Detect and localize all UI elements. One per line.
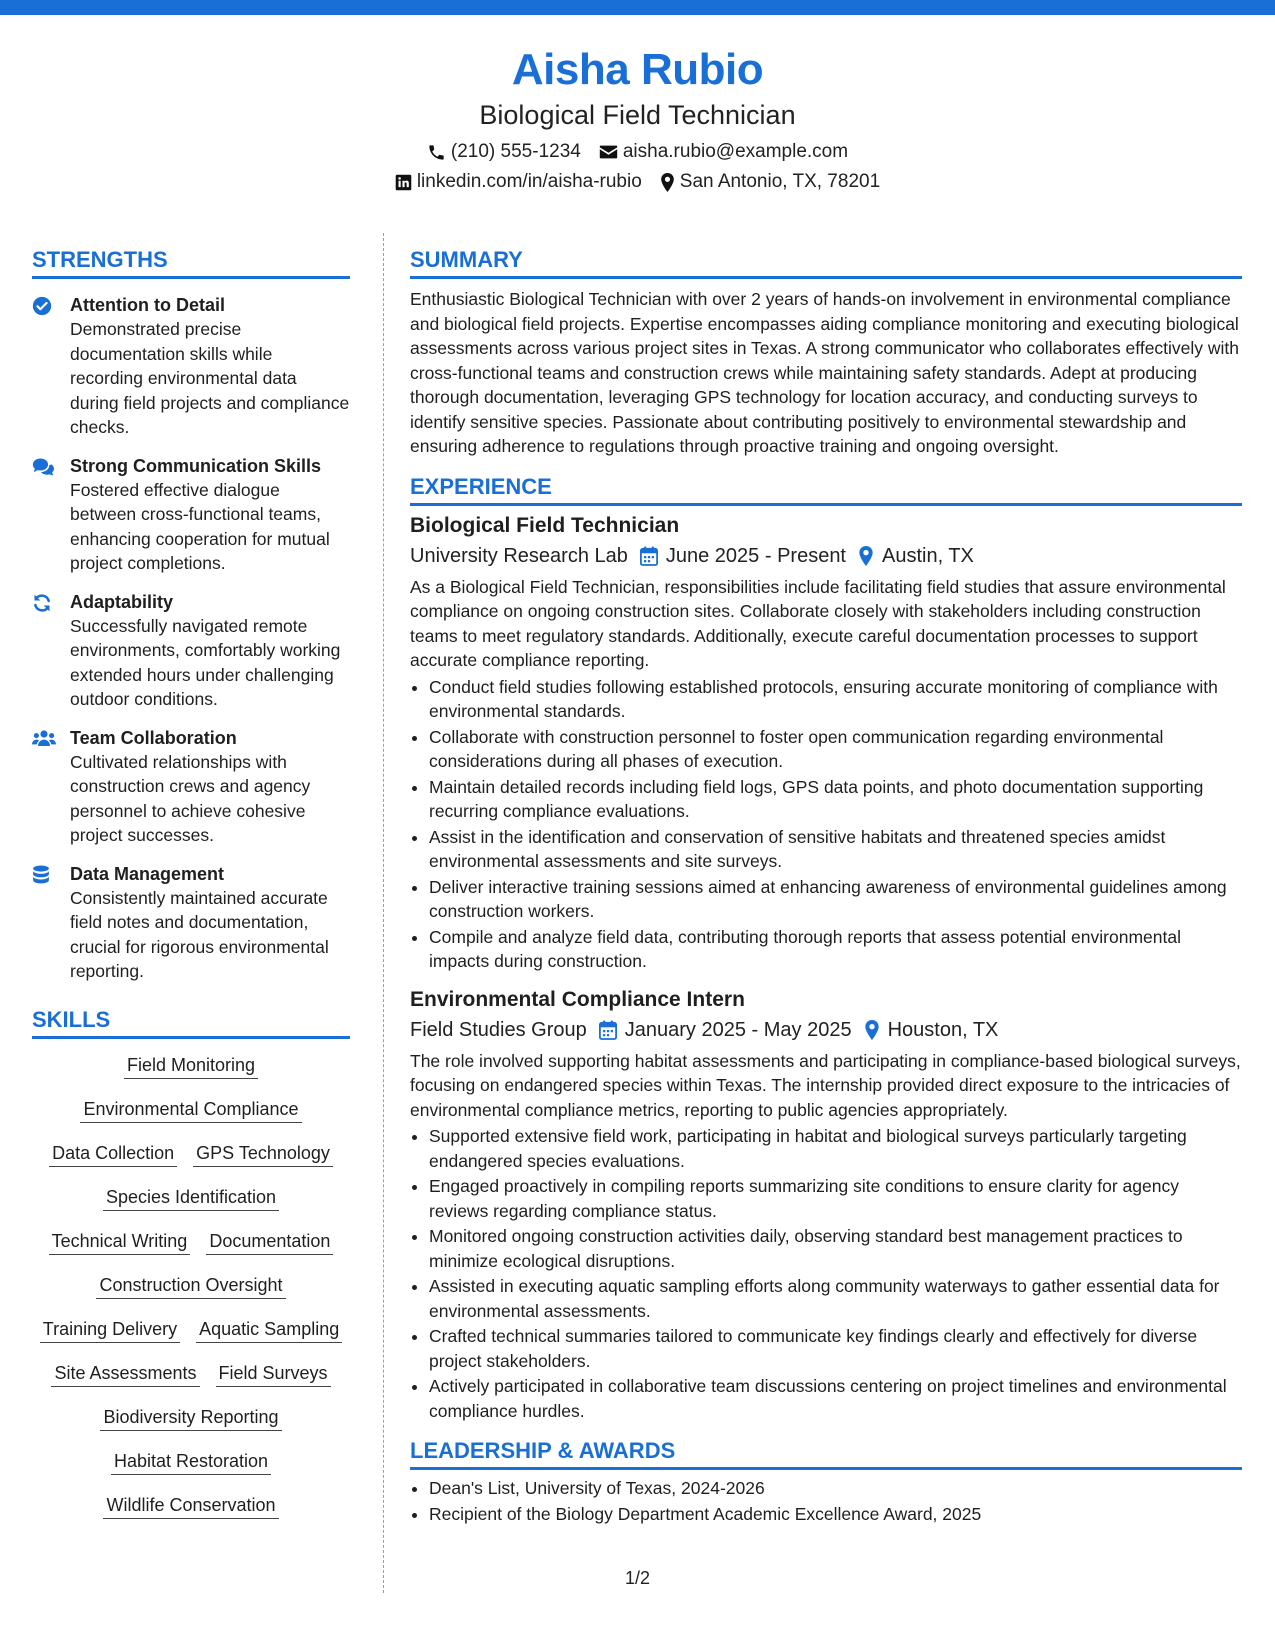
candidate-name: Aisha Rubio bbox=[511, 45, 764, 94]
page-number: 1/2 bbox=[624, 1568, 651, 1588]
skill-tag: Wildlife Conservation bbox=[103, 1493, 278, 1519]
resume-header bbox=[0, 44, 1275, 194]
contact-location bbox=[660, 170, 880, 194]
skill-tag: Habitat Restoration bbox=[111, 1449, 271, 1475]
top-accent-bar bbox=[0, 0, 1275, 15]
list-item: • Conduct field studies following established protocols, ensuring accurate monitoring of compliance with environmental standards. bbox=[429, 675, 1242, 724]
list-item: • Supported extensive field work, participating in habitat and biological surveys particularly targeting endangered species evaluations. bbox=[429, 1124, 1242, 1173]
strength-item bbox=[32, 590, 350, 712]
right-column bbox=[410, 246, 1242, 1527]
contact-phone bbox=[427, 140, 581, 164]
skill-tag: Site Assessments bbox=[51, 1361, 199, 1387]
list-item: • Engaged proactively in compiling reports summarizing site conditions to ensure clarity for agency reviews regarding compliance status. bbox=[429, 1174, 1242, 1223]
job-title: Biological Field Technician bbox=[410, 513, 680, 537]
job-description: The role involved supporting habitat assessments and participating in compliance-based biological surveys, focusing on endangered species within Texas. The internship provided direct exposure to the intricacies of environmental compliance metrics, reporting to public agencies appropriately. bbox=[410, 1050, 1241, 1120]
skill-tag: Data Collection bbox=[49, 1141, 177, 1167]
contact-row-1 bbox=[0, 140, 1275, 164]
list-item: • Compile and analyze field data, contributing thorough reports that assess potential environmental impacts during construction. bbox=[429, 925, 1242, 974]
skill-row bbox=[32, 1361, 350, 1387]
job-company: University Research Lab bbox=[410, 544, 628, 567]
job-entry bbox=[410, 512, 1242, 974]
skill-tag: Technical Writing bbox=[49, 1229, 191, 1255]
list-item: • Actively participated in collaborative team discussions centering on project timelines and environmental compliance hurdles. bbox=[429, 1374, 1242, 1423]
strength-desc: Consistently maintained accurate field notes and documentation, crucial for rigorous environmental reporting. bbox=[70, 887, 329, 981]
column-divider bbox=[383, 233, 384, 1593]
list-item: • Deliver interactive training sessions aimed at enhancing awareness of environmental guidelines among construction workers. bbox=[429, 875, 1242, 924]
skill-row bbox=[32, 1493, 350, 1519]
phone-icon bbox=[427, 143, 446, 162]
job-location: Austin, TX bbox=[882, 544, 974, 567]
job-description: As a Biological Field Technician, responsibilities include facilitating field studies that assure environmental compliance on ongoing construction sites. Collaborate closely with stakeholders including construction teams to meet regulatory standards. Additionally, execute careful documentation processes to support accurate compliance reporting. bbox=[410, 576, 1226, 670]
list-item: • Maintain detailed records including field logs, GPS data points, and photo documentation supporting recurring compliance evaluations. bbox=[429, 775, 1242, 824]
skill-tag: GPS Technology bbox=[193, 1141, 333, 1167]
calendar-icon bbox=[599, 1020, 625, 1040]
list-item: • Crafted technical summaries tailored to communicate key findings clearly and effectively for diverse project stakeholders. bbox=[429, 1324, 1242, 1373]
strength-title: Attention to Detail bbox=[70, 295, 225, 315]
summary-text: Enthusiastic Biological Technician with over 2 years of hands-on involvement in environmental compliance and biological field projects. Expertise encompasses aiding compliance monitoring and executing biological assessments across various project sites in Texas. A strong communicator who collaborates effectively with cross-functional teams and construction crews while maintaining safety standards. Adept at producing thorough documentation, leveraging GPS technology for location accuracy, and conducting surveys to identify sensitive species. Passionate about contributing positively to environmental stewardship and ensuring adherence to regulations through proactive training and ongoing oversight. bbox=[410, 289, 1240, 456]
skill-tag: Field Monitoring bbox=[124, 1053, 258, 1079]
database-icon bbox=[32, 862, 58, 984]
leadership-heading: LEADERSHIP & AWARDS bbox=[410, 1437, 1242, 1470]
candidate-title: Biological Field Technician bbox=[479, 100, 796, 130]
list-item: • Assist in the identification and conservation of sensitive habitats and threatened species amidst environmental assessments and site surveys. bbox=[429, 825, 1242, 874]
sync-icon bbox=[32, 590, 58, 712]
map-pin-icon bbox=[858, 546, 882, 566]
skill-tag: Environmental Compliance bbox=[80, 1097, 301, 1123]
email-link[interactable]: aisha.rubio@example.com bbox=[622, 141, 849, 162]
linkedin-link[interactable]: linkedin.com/in/aisha-rubio bbox=[416, 171, 642, 192]
skill-row bbox=[32, 1097, 350, 1123]
skill-row bbox=[32, 1053, 350, 1079]
skill-tag: Aquatic Sampling bbox=[196, 1317, 342, 1343]
list-item: • Monitored ongoing construction activities daily, observing standard best management practices to minimize ecological disruptions. bbox=[429, 1224, 1242, 1273]
job-bullets bbox=[410, 675, 1242, 974]
skill-row bbox=[32, 1317, 350, 1343]
leadership-list bbox=[410, 1476, 1242, 1526]
check-circle-icon bbox=[32, 293, 58, 440]
skill-row bbox=[32, 1185, 350, 1211]
strength-item bbox=[32, 726, 350, 848]
map-pin-icon bbox=[864, 1020, 888, 1040]
skills-heading: SKILLS bbox=[32, 1006, 350, 1039]
skill-tag: Construction Oversight bbox=[96, 1273, 285, 1299]
strength-title: Data Management bbox=[70, 863, 225, 884]
envelope-icon bbox=[599, 144, 618, 160]
strength-item bbox=[32, 454, 350, 576]
strength-title: Strong Communication Skills bbox=[70, 455, 322, 476]
strength-item bbox=[32, 862, 350, 984]
skill-row bbox=[32, 1141, 350, 1167]
skills-list bbox=[32, 1053, 350, 1519]
users-icon bbox=[32, 726, 58, 848]
contact-linkedin[interactable] bbox=[395, 170, 642, 194]
skill-tag: Field Surveys bbox=[216, 1361, 331, 1387]
list-item: • Recipient of the Biology Department Academic Excellence Award, 2025 bbox=[429, 1502, 1242, 1527]
skill-row bbox=[32, 1449, 350, 1475]
left-column bbox=[32, 246, 350, 1537]
job-bullets bbox=[410, 1124, 1242, 1423]
job-location: Houston, TX bbox=[887, 1018, 999, 1041]
strength-title: Adaptability bbox=[70, 591, 174, 612]
experience-heading: EXPERIENCE bbox=[410, 473, 1242, 506]
strength-title: Team Collaboration bbox=[70, 727, 237, 748]
location-text: San Antonio, TX, 78201 bbox=[679, 171, 881, 192]
strength-desc: Cultivated relationships with construction crews and agency personnel to achieve cohesive project successes. bbox=[70, 751, 311, 845]
contact-email[interactable] bbox=[599, 140, 848, 164]
job-company: Field Studies Group bbox=[410, 1018, 587, 1041]
list-item: • Dean's List, University of Texas, 2024-2026 bbox=[429, 1476, 1242, 1501]
strengths-list bbox=[32, 289, 350, 984]
job-dates: January 2025 - May 2025 bbox=[624, 1018, 852, 1041]
contact-row-2 bbox=[0, 170, 1275, 194]
job-meta bbox=[410, 542, 1242, 570]
summary-heading: SUMMARY bbox=[410, 246, 1242, 279]
phone-text: (210) 555-1234 bbox=[450, 141, 581, 162]
skill-row bbox=[32, 1273, 350, 1299]
skill-tag: Species Identification bbox=[103, 1185, 279, 1211]
strength-item bbox=[32, 293, 350, 440]
calendar-icon bbox=[640, 546, 666, 566]
strength-desc: Demonstrated precise documentation skills while recording environmental data during field projects and compliance checks. bbox=[70, 319, 350, 437]
job-title: Environmental Compliance Intern bbox=[410, 987, 745, 1011]
list-item: • Assisted in executing aquatic sampling efforts along community waterways to gather essential data for environmental assessments. bbox=[429, 1274, 1242, 1323]
linkedin-icon bbox=[395, 174, 412, 191]
skill-tag: Documentation bbox=[206, 1229, 333, 1255]
skill-tag: Training Delivery bbox=[40, 1317, 180, 1343]
strengths-heading: STRENGTHS bbox=[32, 246, 350, 279]
map-pin-icon bbox=[660, 173, 675, 192]
job-dates: June 2025 - Present bbox=[665, 544, 846, 567]
strength-desc: Successfully navigated remote environments, comfortably working extended hours under challenging outdoor conditions. bbox=[70, 615, 341, 709]
job-meta bbox=[410, 1016, 1242, 1044]
comments-icon bbox=[32, 454, 58, 576]
list-item: • Collaborate with construction personnel to foster open communication regarding environmental considerations during all phases of execution. bbox=[429, 725, 1242, 774]
skill-tag: Biodiversity Reporting bbox=[100, 1405, 281, 1431]
job-entry bbox=[410, 986, 1242, 1424]
skill-row bbox=[32, 1405, 350, 1431]
skill-row bbox=[32, 1229, 350, 1255]
strength-desc: Fostered effective dialogue between cross-functional teams, enhancing cooperation for mutual project completions. bbox=[70, 479, 330, 573]
